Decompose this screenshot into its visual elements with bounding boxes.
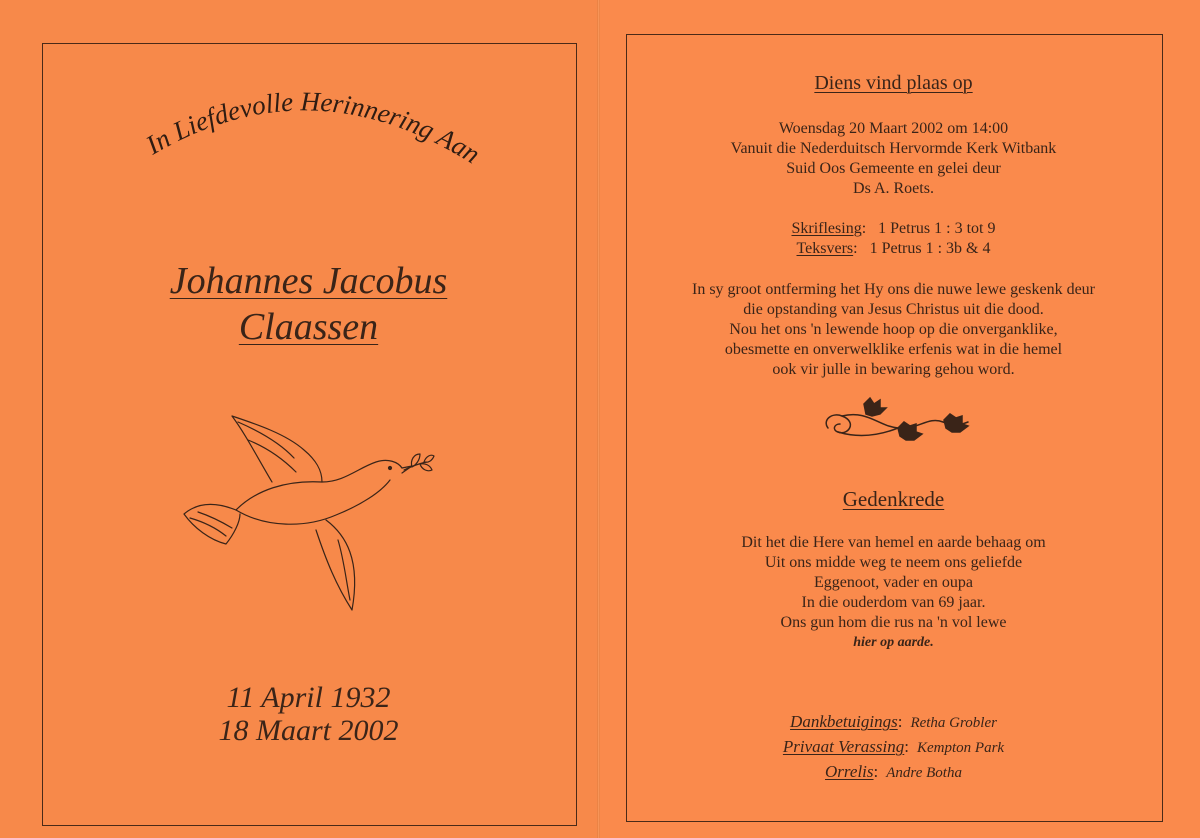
text-value: 1 Petrus 1 : 3b & 4	[869, 240, 991, 257]
service-line: Ds A. Roets.	[853, 180, 934, 197]
credit-label: Dankbetuigings	[790, 712, 898, 731]
memorial-line: In die ouderdom van 69 jaar.	[801, 594, 986, 611]
credit-value: Retha Grobler	[910, 715, 997, 731]
service-line: Suid Oos Gemeente en gelei deur	[786, 160, 1001, 177]
scripture-refs	[626, 219, 1161, 259]
service-line: Woensdag 20 Maart 2002 om 14:00	[778, 120, 1009, 137]
reading-label: Skriflesing	[791, 220, 862, 237]
credit-label: Orrelis	[825, 762, 874, 781]
memorial-block	[626, 533, 1161, 653]
credit-value: Andre Botha	[886, 765, 962, 781]
service-heading: Diens vind plaas op	[814, 72, 973, 94]
text-label: Teksvers	[796, 240, 854, 257]
credit-row: Dankbetuigings: Retha Grobler	[790, 712, 997, 731]
vine-leaf-ornament-icon	[818, 392, 978, 452]
arc-title	[95, 78, 525, 198]
verse-line: Nou het ons 'n lewende hoop op die onverganklike,	[729, 321, 1058, 338]
reading-line: Skriflesing: 1 Petrus 1 : 3 tot 9	[791, 220, 996, 237]
service-line: Vanuit die Nederduitsch Hervormde Kerk Witbank	[730, 140, 1057, 157]
credit-row: Privaat Verassing: Kempton Park	[782, 737, 1005, 756]
verse-line: die opstanding van Jesus Christus uit die dood.	[743, 301, 1044, 318]
memorial-heading: Gedenkrede	[842, 487, 945, 511]
credit-label: Privaat Verassing	[782, 737, 905, 756]
memorial-line: Uit ons midde weg te neem ons geliefde	[764, 554, 1023, 571]
reading-value: 1 Petrus 1 : 3 tot 9	[878, 220, 996, 237]
verse-line: ook vir julle in bewaring gehou word.	[772, 361, 1015, 378]
birth-date: 11 April 1932	[226, 681, 391, 714]
verse-line: obesmette en onverwelklike erfenis wat in die hemel	[724, 341, 1063, 358]
death-date: 18 Maart 2002	[218, 714, 399, 747]
dove-with-olive-branch-icon	[176, 410, 436, 615]
memorial-last-line: hier op aarde.	[853, 635, 934, 650]
svg-text:In Liefdevolle Herinnering Aan: In Liefdevolle Herinnering Aan	[140, 86, 486, 170]
left-page	[0, 0, 598, 838]
verse-block	[626, 280, 1161, 380]
credit-value: Kempton Park	[917, 740, 1005, 756]
verse-line: In sy groot ontferming het Hy ons die nuwe lewe geskenk deur	[691, 281, 1095, 298]
credit-row: Orrelis: Andre Botha	[825, 762, 962, 781]
deceased-surname: Claassen	[238, 306, 379, 348]
service-details	[626, 119, 1161, 199]
memorial-line: Dit het die Here van hemel en aarde behaag om	[741, 534, 1046, 551]
memorial-line: Ons gun hom die rus na 'n vol lewe	[780, 614, 1007, 631]
text-line: Teksvers: 1 Petrus 1 : 3b & 4	[796, 240, 991, 257]
deceased-first-names: Johannes Jacobus	[169, 260, 448, 302]
right-page	[600, 0, 1200, 838]
credits-block	[626, 710, 1161, 785]
memorial-line: Eggenoot, vader en oupa	[813, 574, 974, 591]
